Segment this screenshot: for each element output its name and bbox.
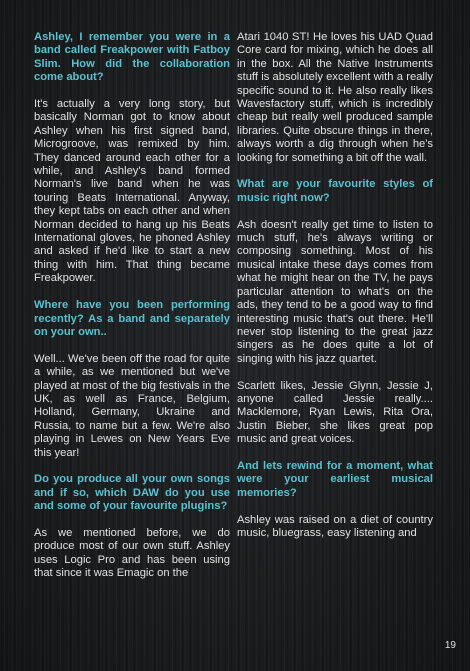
interview-question: What are your favourite styles of music right now? bbox=[237, 178, 433, 204]
interview-answer: As we mentioned before, we do produce most of our own stuff. Ashley uses Logic Pro and has been using that since it was Emagic on the bbox=[34, 526, 230, 580]
interview-answer: It's actually a very long story, but basically Norman got to know about Ashley when his first signed band, Microgroove, was remixed by him. They danced around each other for a while, and Ashley's band formed Norman's live band when he was touring Beats International. Anyway, they kept tabs on each other and when Norman decided to hang up his Beats International gloves, he phoned Ashley and asked if he'd like to start a new thing with him. That thing became Freakpower. bbox=[34, 98, 230, 285]
interview-question: Do you produce all your own songs and if so, which DAW do you use and some of your favourite plugins? bbox=[34, 473, 230, 513]
interview-answer: Ashley was raised on a diet of country music, bluegrass, easy listening and bbox=[237, 513, 433, 539]
interview-answer: Atari 1040 ST! He loves his UAD Quad Core card for mixing, which he does all in the box. All the Native Instruments stuff is absolutely excellent with a really specific sound to it. He also really likes Wavesfactory stuff, which is incredibly cheap but really well produced sample libraries. Quite obscure things in there, always worth a dig through when he's looking for something a bit off the wall. bbox=[237, 31, 433, 164]
right-column bbox=[237, 31, 433, 540]
interview-answer: Scarlett likes, Jessie Glynn, Jessie J, anyone called Jessie really.... Macklemore, Ryan Lewis, Rita Ora, Justin Bieber, she likes great pop music and great voices. bbox=[237, 379, 433, 446]
left-column bbox=[34, 31, 230, 581]
interview-answer: Well... We've been off the road for quite a while, as we mentioned but we've played at most of the big festivals in the UK, as well as France, Belgium, Holland, Germany, Ukraine and Russia, to name but a few. We're also playing in Lewes on New Years Eve this year! bbox=[34, 352, 230, 459]
page-number: 19 bbox=[444, 640, 456, 651]
interview-answer: Ash doesn't really get time to listen to much stuff, he's always writing or composing something. Most of his musical intake these days comes from what he might hear on the TV, he pays particular attention to what's on the ads, they tend to be a good way to find interesting music that's out there. He'll never stop listening to the great jazz singers as he does quite a lot of singing with his jazz quartet. bbox=[237, 218, 433, 365]
interview-question: Ashley, I remember you were in a band called Freakpower with Fatboy Slim. How did the collaboration come about? bbox=[34, 31, 230, 84]
interview-question: Where have you been performing recently? As a band and separately on your own.. bbox=[34, 299, 230, 338]
interview-question: And lets rewind for a moment, what were your earliest musical memories? bbox=[237, 459, 433, 499]
